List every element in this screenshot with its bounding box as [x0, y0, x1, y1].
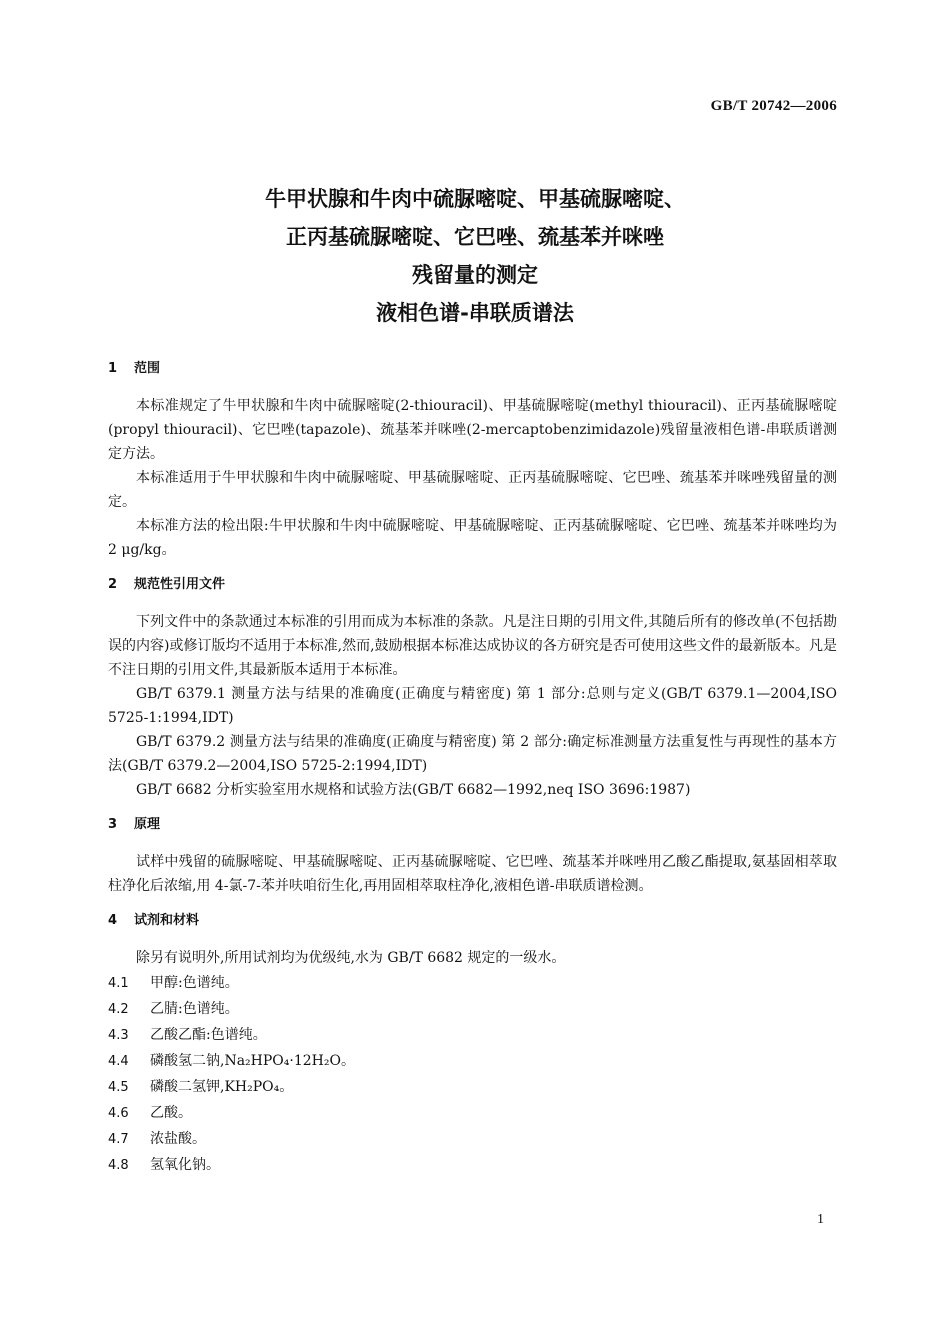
reference-entry: GB/T 6379.2 测量方法与结果的准确度(正确度与精密度) 第 2 部分:确定标准测量方法重复性与再现性的基本方法(GB/T 6379.2—2004,ISO 5725-2:1994,IDT): [108, 734, 837, 774]
list-item: [108, 1152, 837, 1178]
item-text: 乙腈:色谱纯。: [150, 1001, 239, 1017]
page-number: 1: [817, 1212, 824, 1227]
section-number: 1: [108, 361, 118, 376]
document-body: [108, 356, 837, 1178]
section-heading-reagents: [108, 908, 837, 934]
title-line-1: 牛甲状腺和牛肉中硫脲嘧啶、甲基硫脲嘧啶、: [265, 187, 685, 211]
item-number: 4.2: [108, 1002, 129, 1017]
item-number: 4.4: [108, 1054, 129, 1069]
section-heading-scope: [108, 356, 837, 382]
section-number: 4: [108, 913, 118, 928]
item-text: 乙酸。: [150, 1105, 192, 1121]
list-item: [108, 1022, 837, 1048]
item-text: 氢氧化钠。: [150, 1157, 220, 1173]
title-line-3: 残留量的测定: [412, 263, 538, 287]
item-text: 磷酸二氢钾,KH₂PO₄。: [150, 1079, 294, 1095]
item-number: 4.3: [108, 1028, 129, 1043]
title-line-2: 正丙基硫脲嘧啶、它巴唑、巯基苯并咪唑: [286, 225, 664, 249]
reference-entry: GB/T 6379.1 测量方法与结果的准确度(正确度与精密度) 第 1 部分:总则与定义(GB/T 6379.1—2004,ISO 5725-1:1994,IDT): [108, 686, 837, 726]
section-heading-principle: [108, 812, 837, 838]
reference-entry: GB/T 6682 分析实验室用水规格和试验方法(GB/T 6682—1992,neq ISO 3696:1987): [136, 782, 691, 798]
reagents-intro-paragraph: 除另有说明外,所用试剂均为优级纯,水为 GB/T 6682 规定的一级水。: [136, 950, 566, 966]
item-number: 4.5: [108, 1080, 129, 1095]
section-number: 2: [108, 577, 118, 592]
item-text: 乙酸乙酯:色谱纯。: [150, 1027, 267, 1043]
section-title: 试剂和材料: [134, 913, 200, 928]
section-number: 3: [108, 817, 118, 832]
list-item: [108, 1100, 837, 1126]
section-heading-normative-references: [108, 572, 837, 598]
item-text: 磷酸氢二钠,Na₂HPO₄·12H₂O。: [150, 1053, 355, 1069]
scope-paragraph-2: 本标准适用于牛甲状腺和牛肉中硫脲嘧啶、甲基硫脲嘧啶、正丙基硫脲嘧啶、它巴唑、巯基苯并咪唑残留量的测定。: [108, 470, 837, 510]
scope-paragraph-1: 本标准规定了牛甲状腺和牛肉中硫脲嘧啶(2-thiouracil)、甲基硫脲嘧啶(methyl thiouracil)、正丙基硫脲嘧啶(propyl thiouracil)、它巴唑(tapazole)、巯基苯并咪唑(2-mercaptobenzimidazole)残留量液相色谱-串联质谱测定方法。: [108, 398, 837, 462]
item-number: 4.6: [108, 1106, 129, 1121]
list-item: [108, 996, 837, 1022]
principle-paragraph: 试样中残留的硫脲嘧啶、甲基硫脲嘧啶、正丙基硫脲嘧啶、它巴唑、巯基苯并咪唑用乙酸乙酯提取,氨基固相萃取柱净化后浓缩,用 4-氯-7-苯并呋咱衍生化,再用固相萃取柱净化,液相色谱-串联质谱检测。: [108, 854, 837, 894]
list-item: [108, 970, 837, 996]
item-number: 4.7: [108, 1132, 129, 1147]
list-item: [108, 1126, 837, 1152]
title-line-4: 液相色谱-串联质谱法: [376, 301, 574, 325]
document-title: [0, 180, 950, 332]
section-title: 范围: [134, 361, 161, 376]
list-item: [108, 1074, 837, 1100]
item-number: 4.8: [108, 1158, 129, 1173]
scope-paragraph-3: 本标准方法的检出限:牛甲状腺和牛肉中硫脲嘧啶、甲基硫脲嘧啶、正丙基硫脲嘧啶、它巴唑、巯基苯并咪唑均为 2 μg/kg。: [108, 518, 837, 558]
references-intro-paragraph: 下列文件中的条款通过本标准的引用而成为本标准的条款。凡是注日期的引用文件,其随后所有的修改单(不包括勘误的内容)或修订版均不适用于本标准,然而,鼓励根据本标准达成协议的各方研究是否可使用这些文件的最新版本。凡是不注日期的引用文件,其最新版本适用于本标准。: [108, 614, 837, 678]
list-item: [108, 1048, 837, 1074]
section-title: 规范性引用文件: [134, 577, 226, 592]
item-number: 4.1: [108, 976, 129, 991]
item-text: 浓盐酸。: [150, 1131, 206, 1147]
section-title: 原理: [134, 817, 161, 832]
item-text: 甲醇:色谱纯。: [150, 975, 239, 991]
standard-code: GB/T 20742—2006: [710, 98, 837, 114]
